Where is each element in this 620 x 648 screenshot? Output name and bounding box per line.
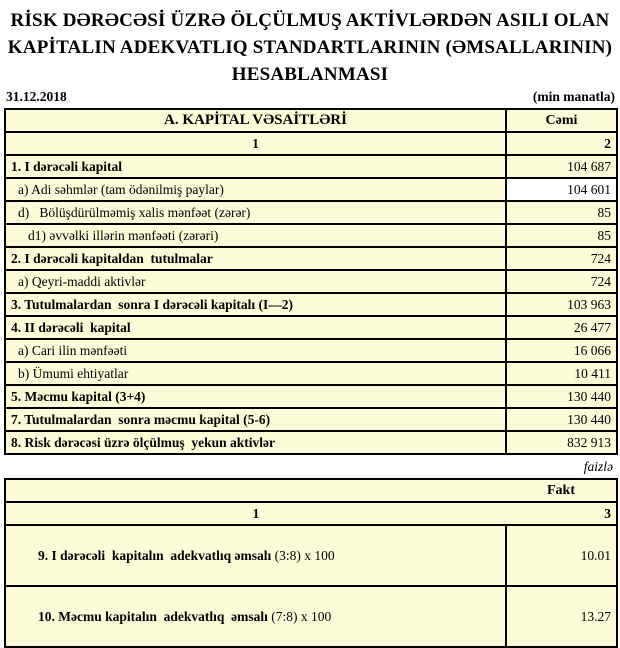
- column-number-right: 2: [506, 132, 617, 155]
- row-value: 26 477: [506, 316, 617, 339]
- row-label-main: 9. I dərəcəli kapitalın adekvatlıq əmsalı: [38, 548, 272, 563]
- table-row: [5, 316, 617, 339]
- table-row: [5, 339, 617, 362]
- meta-row: [0, 88, 620, 108]
- column-number-left: 1: [5, 502, 506, 525]
- column-number-row: [5, 132, 617, 155]
- table-row: [5, 408, 617, 431]
- ratio-table-header-row: [5, 479, 617, 502]
- ratio-column-number-row: [5, 502, 617, 525]
- table-row: [5, 385, 617, 408]
- row-label: 1. I dərəcəli kapital: [5, 155, 506, 178]
- row-value: 13.27: [506, 586, 617, 647]
- table-row: [5, 293, 617, 316]
- row-value: 104 687: [506, 155, 617, 178]
- capital-table-header-row: [5, 109, 617, 132]
- report-title-line-3: HESABLANMASI: [231, 64, 389, 85]
- report-title-line-1: RİSK DƏRƏCƏSİ ÜZRƏ ÖLÇÜLMUŞ AKTİVLƏRDƏN ASILI OLAN: [10, 10, 610, 31]
- table-row: [5, 362, 617, 385]
- column-number-right: 3: [506, 502, 617, 525]
- capital-table: [4, 108, 618, 455]
- total-column-header: Cəmi: [506, 109, 617, 132]
- table-row: [5, 431, 617, 454]
- report-page: [0, 7, 620, 648]
- report-title: [0, 7, 620, 88]
- row-label-formula: (7:8) x 100: [267, 609, 332, 624]
- row-value: 85: [506, 224, 617, 247]
- row-value: 130 440: [506, 385, 617, 408]
- row-label: 7. Tutulmalardan sonra məcmu kapital (5-6): [5, 408, 506, 431]
- fact-column-header: Fakt: [506, 479, 617, 502]
- table-row: [5, 201, 617, 224]
- row-label-formula: (3:8) x 100: [271, 548, 335, 563]
- ratio-table: [4, 478, 618, 648]
- row-value: 16 066: [506, 339, 617, 362]
- row-value: 130 440: [506, 408, 617, 431]
- row-label: [5, 586, 506, 647]
- row-value: 104 601: [506, 178, 617, 201]
- row-label: a) Adi səhmlər (tam ödənilmiş paylar): [5, 178, 506, 201]
- row-label: d1) əvvəlki illərin mənfəəti (zərəri): [5, 224, 506, 247]
- table-row: [5, 270, 617, 293]
- row-label: d) Bölüşdürülməmiş xalis mənfəət (zərər): [5, 201, 506, 224]
- row-label: 3. Tutulmalardan sonra I dərəcəli kapitalı (I—2): [5, 293, 506, 316]
- ratio-header-empty-cell: [5, 479, 506, 502]
- percent-unit-note: faizlə: [583, 459, 613, 474]
- row-value: 85: [506, 201, 617, 224]
- row-value: 724: [506, 270, 617, 293]
- row-label: 5. Məcmu kapital (3+4): [5, 385, 506, 408]
- row-value: 724: [506, 247, 617, 270]
- table-row: [5, 155, 617, 178]
- table-row: [5, 586, 617, 647]
- row-label: 2. I dərəcəli kapitaldan tutulmalar: [5, 247, 506, 270]
- table-row: [5, 247, 617, 270]
- row-value: 103 963: [506, 293, 617, 316]
- table-row: [5, 178, 617, 201]
- row-value: 10 411: [506, 362, 617, 385]
- row-label-main: 10. Məcmu kapitalın adekvatlıq əmsalı: [38, 609, 268, 624]
- table-row: [5, 525, 617, 586]
- column-number-left: 1: [5, 132, 506, 155]
- report-date: 31.12.2018: [6, 89, 67, 104]
- row-label: b) Ümumi ehtiyatlar: [5, 362, 506, 385]
- unit-note: (min manatla): [532, 89, 615, 104]
- report-title-line-2: KAPİTALIN ADEKVATLIQ STANDARTLARININ (ƏMSALLARININ): [7, 37, 613, 58]
- table-row: [5, 224, 617, 247]
- row-label: [5, 525, 506, 586]
- row-label: a) Cari ilin mənfəəti: [5, 339, 506, 362]
- capital-section-header: A. KAPİTAL VƏSAİTLƏRİ: [5, 109, 506, 132]
- row-value: 832 913: [506, 431, 617, 454]
- row-label: a) Qeyri-maddi aktivlər: [5, 270, 506, 293]
- row-label: 4. II dərəcəli kapital: [5, 316, 506, 339]
- row-label: 8. Risk dərəcəsi üzrə ölçülmuş yekun aktivlər: [5, 431, 506, 454]
- row-value: 10.01: [506, 525, 617, 586]
